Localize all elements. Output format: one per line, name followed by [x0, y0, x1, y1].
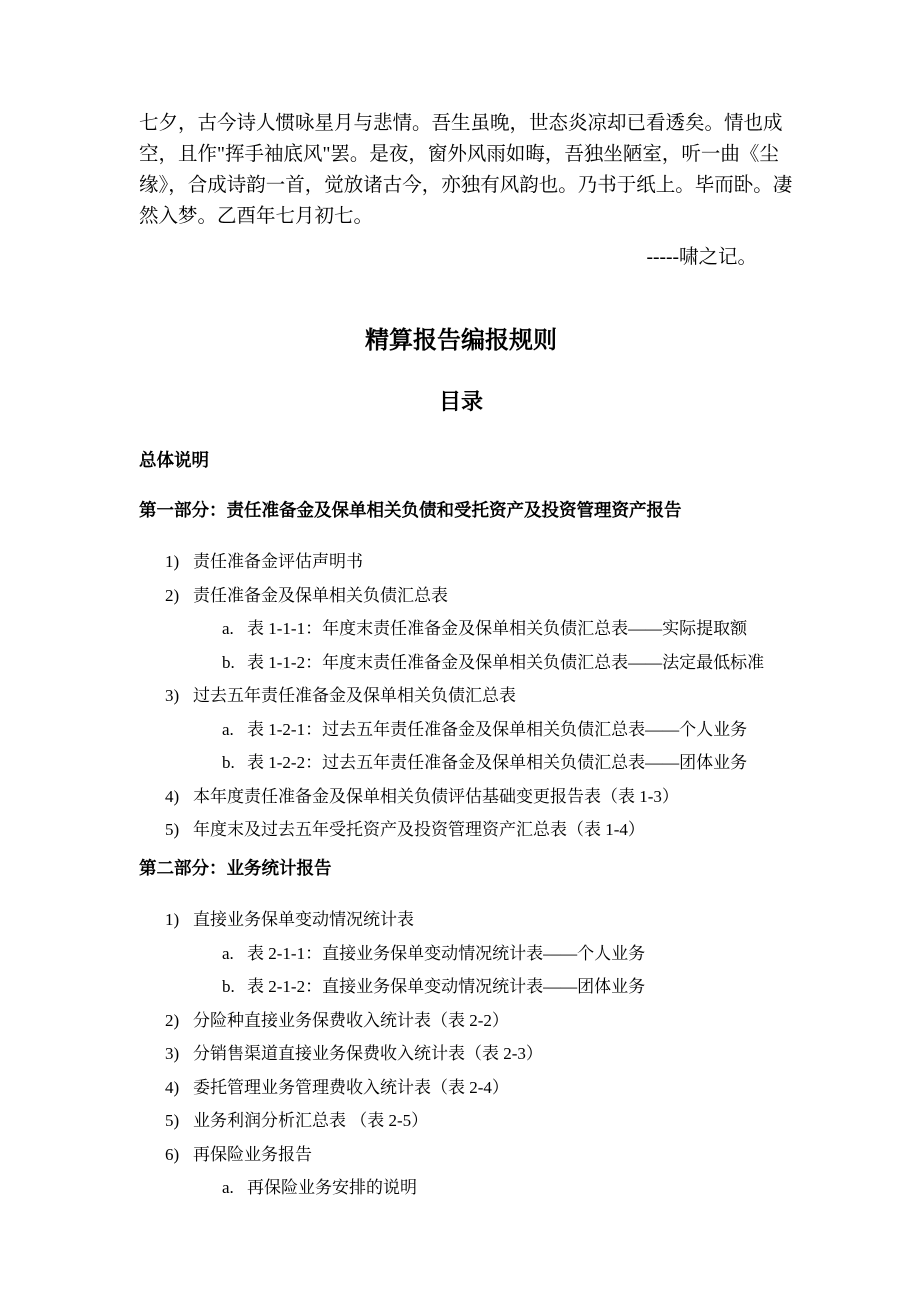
item-number: 1) [165, 552, 180, 571]
item-text: 年度末及过去五年受托资产及投资管理资产汇总表（表 1-4） [193, 820, 645, 839]
toc-subitem [139, 713, 783, 747]
item-number: 3) [165, 686, 180, 705]
item-text: 分险种直接业务保费收入统计表（表 2-2） [193, 1010, 509, 1030]
document-title: 精算报告编报规则 [365, 327, 557, 354]
toc-subitem [139, 746, 783, 780]
toc-item [139, 545, 783, 579]
item-text: 业务利润分析汇总表 （表 2-5） [193, 1111, 429, 1130]
item-number: a. [222, 719, 234, 739]
item-number: 3) [165, 1044, 180, 1063]
item-text: 表 1-1-2：年度末责任准备金及保单相关负债汇总表——法定最低标准 [247, 652, 765, 672]
item-text: 委托管理业务管理费收入统计表（表 2-4） [193, 1077, 509, 1097]
item-number: 1) [165, 910, 180, 929]
toc-item [139, 903, 783, 937]
item-text: 再保险业务安排的说明 [247, 1178, 417, 1197]
overview-label: 总体说明 [139, 450, 209, 470]
item-number: 2) [165, 585, 180, 605]
toc-item [139, 1138, 783, 1172]
part-1-list [139, 545, 783, 847]
item-text: 表 1-1-1：年度末责任准备金及保单相关负债汇总表——实际提取额 [247, 619, 748, 638]
item-number: 5) [165, 820, 180, 839]
item-number: 4) [165, 786, 180, 806]
item-number: a. [222, 1178, 234, 1197]
item-text: 再保险业务报告 [193, 1144, 312, 1164]
item-text: 表 1-2-1：过去五年责任准备金及保单相关负债汇总表——个人业务 [247, 719, 748, 739]
part-2-list [139, 903, 783, 1205]
item-number: b. [222, 652, 235, 672]
item-text: 表 1-2-2：过去五年责任准备金及保单相关负债汇总表——团体业务 [247, 753, 748, 772]
intro-paragraph [139, 108, 793, 232]
part-1-heading: 第一部分：责任准备金及保单相关负债和受托资产及投资管理资产报告 [139, 500, 682, 520]
toc-item [139, 579, 783, 613]
toc-subitem [139, 612, 783, 646]
item-text: 本年度责任准备金及保单相关负债评估基础变更报告表（表 1-3） [193, 786, 679, 806]
toc-item [139, 1071, 783, 1105]
paragraph-line: 然入梦。乙酉年七月初七。 [139, 206, 374, 227]
toc-item [139, 780, 783, 814]
item-text: 表 2-1-2：直接业务保单变动情况统计表——团体业务 [247, 977, 646, 996]
item-number: b. [222, 977, 235, 996]
toc-item [139, 1104, 783, 1138]
signature-line: -----啸之记。 [646, 247, 757, 268]
item-text: 过去五年责任准备金及保单相关负债汇总表 [193, 686, 516, 705]
item-text: 责任准备金及保单相关负债汇总表 [193, 585, 448, 605]
item-number: 5) [165, 1111, 180, 1130]
item-text: 责任准备金评估声明书 [193, 552, 363, 571]
item-number: b. [222, 753, 235, 772]
item-text: 直接业务保单变动情况统计表 [193, 910, 414, 929]
part-2-heading: 第二部分：业务统计报告 [139, 858, 332, 878]
paragraph-line: 空，且作"挥手袖底风"罢。是夜，窗外风雨如晦，吾独坐陋室，听一曲《尘 [139, 144, 779, 165]
item-text: 表 2-1-1：直接业务保单变动情况统计表——个人业务 [247, 943, 646, 963]
toc-subitem [139, 937, 783, 971]
item-text: 分销售渠道直接业务保费收入统计表（表 2-3） [193, 1044, 543, 1063]
item-number: a. [222, 619, 234, 638]
toc-subitem [139, 646, 783, 680]
toc-item [139, 813, 783, 847]
toc-item [139, 1004, 783, 1038]
item-number: 6) [165, 1144, 180, 1164]
paragraph-line: 七夕，古今诗人惯咏星月与悲情。吾生虽晚，世态炎凉却已看透矣。情也成 [139, 113, 783, 134]
toc-item [139, 679, 783, 713]
item-number: 4) [165, 1077, 180, 1097]
toc-item [139, 1037, 783, 1071]
item-number: 2) [165, 1010, 180, 1030]
toc-subitem [139, 1171, 783, 1205]
paragraph-line: 缘》，合成诗韵一首，觉放诸古今，亦独有风韵也。乃书于纸上。毕而卧。凄 [139, 175, 793, 196]
toc-subitem [139, 970, 783, 1004]
toc-heading: 目录 [438, 389, 483, 414]
item-number: a. [222, 943, 234, 963]
